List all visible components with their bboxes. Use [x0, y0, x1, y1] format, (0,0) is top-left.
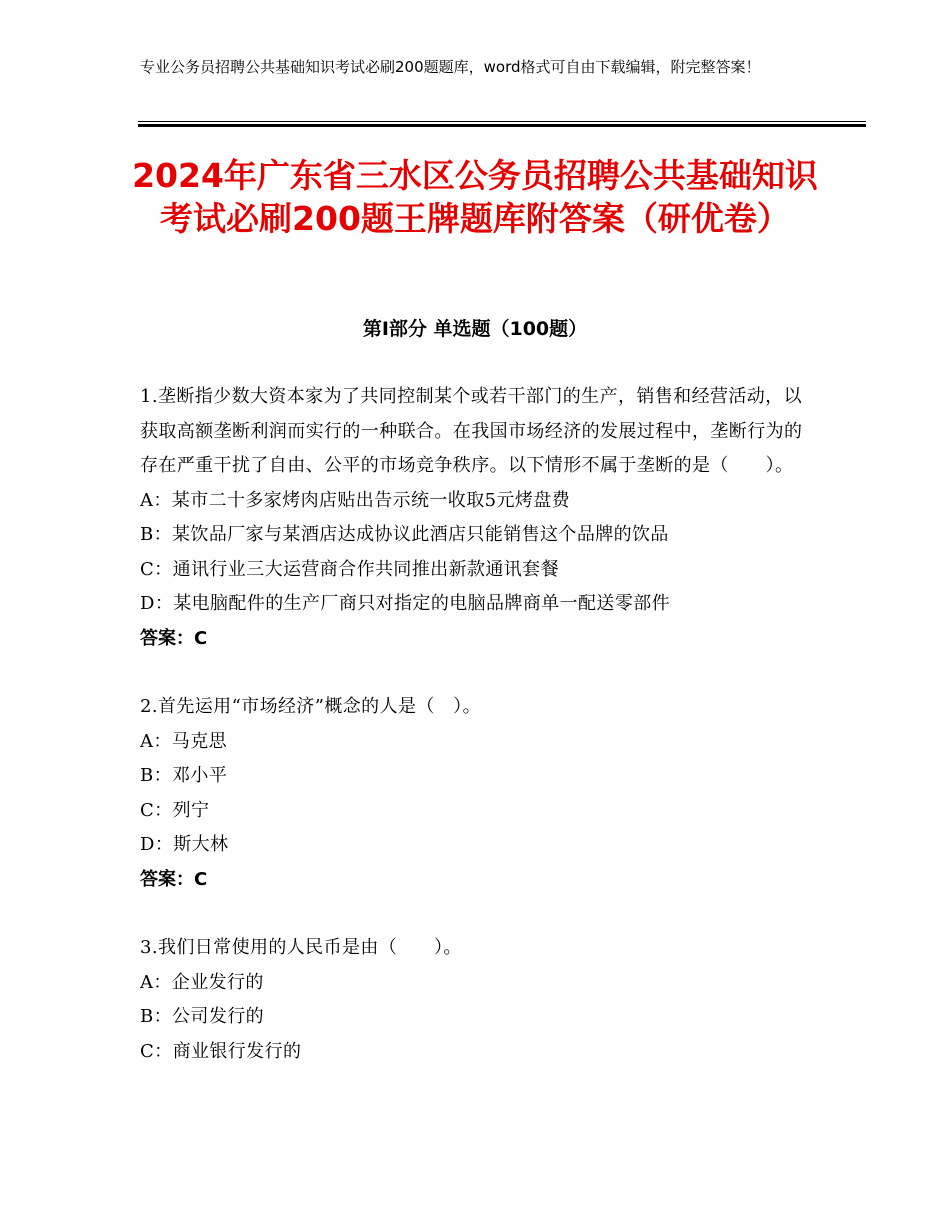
option-c: C：通讯行业三大运营商合作共同推出新款通讯套餐 [140, 558, 559, 580]
question-1 [140, 380, 810, 656]
header-note: 专业公务员招聘公共基础知识考试必刷200题题库，word格式可自由下载编辑，附完整答案！ [140, 58, 761, 76]
option-a: A：企业发行的 [140, 971, 264, 993]
option-d: D：某电脑配件的生产厂商只对指定的电脑品牌商单一配送零部件 [140, 593, 671, 614]
question-stem: 2.首先运用“市场经济”概念的人是（ ）。 [140, 696, 481, 717]
question-stem: 1.垄断指少数大资本家为了共同控制某个或若干部门的生产，销售和经营活动，以获取高额垄断利润而实行的一种联合。在我国市场经济的发展过程中，垄断行为的存在严重干扰了自由、公平的市场竞争秩序。以下情形不属于垄断的是（ ）。 [140, 386, 803, 476]
answer: 答案：C [140, 627, 208, 649]
option-b: B：公司发行的 [140, 1006, 265, 1027]
option-c: C：列宁 [140, 799, 210, 821]
question-2 [140, 690, 810, 897]
answer: 答案：C [140, 868, 208, 890]
option-c: C：商业银行发行的 [140, 1040, 302, 1062]
header-rule-thick [138, 124, 866, 127]
section-title: 第Ⅰ部分 单选题（100题） [362, 318, 588, 340]
document-title: 2024年广东省三水区公务员招聘公共基础知识考试必刷200题王牌题库附答案（研优卷） [132, 156, 818, 238]
header-rule-thin [138, 121, 866, 122]
option-b: B：邓小平 [140, 765, 228, 786]
option-a: A：某市二十多家烤肉店贴出告示统一收取5元烤盘费 [140, 489, 571, 511]
question-stem: 3.我们日常使用的人民币是由（ ）。 [140, 937, 462, 958]
option-b: B：某饮品厂家与某酒店达成协议此酒店只能销售这个品牌的饮品 [140, 524, 669, 545]
option-a: A：马克思 [140, 730, 227, 752]
question-3 [140, 931, 810, 1069]
option-d: D：斯大林 [140, 834, 229, 855]
question-list [140, 380, 810, 1103]
